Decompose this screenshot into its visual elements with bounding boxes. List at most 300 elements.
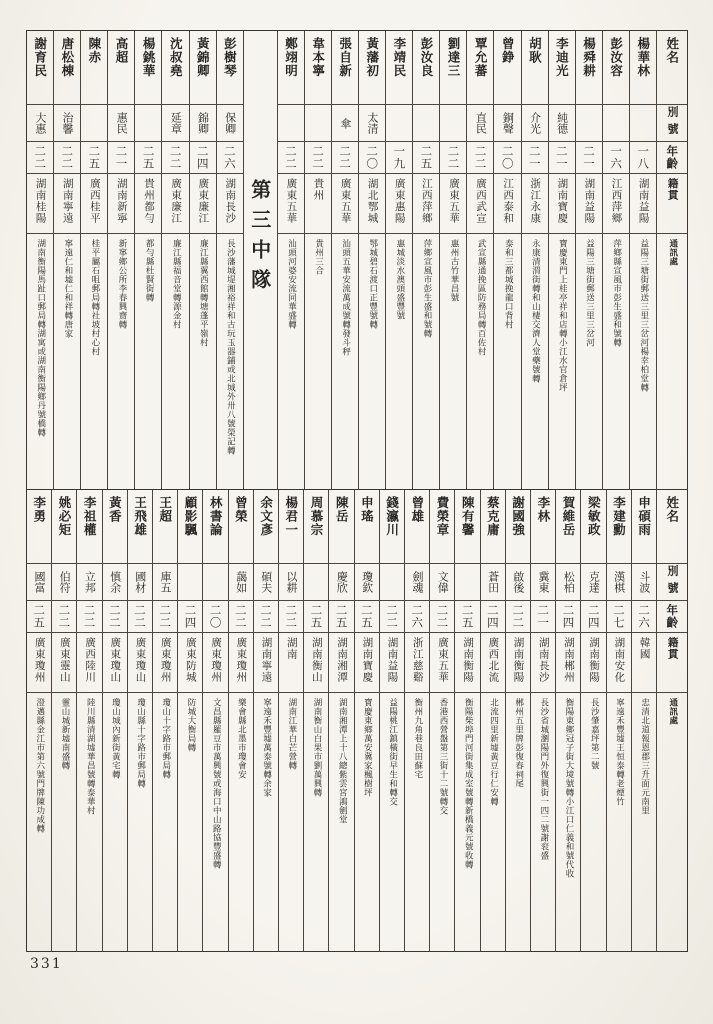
member-origin-cell: [632, 633, 656, 693]
member-origin-cell: [506, 633, 530, 693]
member-name: 申碩雨: [636, 496, 652, 537]
member-address: 長沙肇嘉坪第二號: [589, 698, 600, 770]
member-age-cell: [27, 601, 51, 633]
member-address: 湖南湘潭上十八總紫雲宮鴻劍堂: [337, 698, 348, 824]
member-age: 二五: [309, 604, 324, 629]
member-origin-cell: [481, 633, 505, 693]
member-column: [27, 490, 51, 951]
member-alias: 銅聲: [501, 112, 515, 134]
member-alias-cell: [329, 564, 353, 601]
member-address: 文昌縣羅豆市萬興號或海口中山路協豐盛轉: [211, 698, 222, 869]
member-age-cell: [229, 601, 253, 633]
member-name: 李迪光: [554, 37, 570, 78]
header-alias-cell: [657, 105, 687, 142]
member-age-cell: [405, 601, 429, 633]
member-name-cell: [405, 490, 429, 564]
member-age-cell: [440, 142, 466, 174]
member-address: 益陽桃江鎮橫街早生和轉交: [387, 698, 398, 806]
member-age: 二二: [473, 145, 488, 170]
member-address: 廉江縣福音堂轉源金村: [171, 239, 182, 329]
member-age-cell: [217, 142, 243, 174]
member-column: [278, 490, 303, 951]
member-address-cell: [549, 234, 575, 489]
member-origin-cell: [467, 174, 493, 234]
member-age-cell: [305, 142, 331, 174]
header-address-label: 通訊處: [667, 698, 678, 725]
member-age-cell: [279, 601, 303, 633]
member-alias-cell: [481, 564, 505, 601]
member-alias-cell: [603, 105, 629, 142]
member-age: 二四: [183, 604, 198, 629]
member-address-cell: [54, 234, 80, 489]
member-name: 鄭翊明: [283, 37, 299, 78]
member-column: [412, 31, 439, 489]
member-name: 李祖權: [82, 496, 98, 537]
member-age-cell: [190, 142, 216, 174]
member-address-cell: [254, 693, 278, 951]
member-alias: 治馨: [61, 112, 75, 134]
member-address-cell: [52, 693, 76, 951]
member-name: 曾雄: [409, 496, 425, 523]
member-origin-cell: [522, 174, 548, 234]
member-age: 二五: [141, 145, 156, 170]
member-alias: 純德: [555, 112, 569, 134]
member-column: [454, 490, 479, 951]
member-alias: 松柏: [562, 571, 576, 593]
member-age: 二二: [284, 604, 299, 629]
member-address-cell: [355, 693, 379, 951]
member-name: 賀維岳: [561, 496, 577, 537]
member-column: [152, 490, 177, 951]
member-origin-cell: [405, 633, 429, 693]
member-name-cell: [329, 490, 353, 564]
header-alias-label: 別號: [665, 565, 679, 599]
member-column: [358, 31, 385, 489]
member-address-cell: [203, 693, 227, 951]
member-name: 梁敏政: [586, 496, 602, 537]
member-origin: 湖南寶慶: [361, 637, 374, 683]
member-column: [354, 490, 379, 951]
member-age-cell: [380, 601, 404, 633]
member-age: 二二: [60, 145, 75, 170]
member-age: 二二: [283, 145, 298, 170]
member-column: [277, 31, 304, 489]
member-address: 寧遠仁和墟仁和祥轉唐家: [62, 239, 73, 338]
member-origin-cell: [77, 633, 101, 693]
member-age: 二二: [259, 604, 274, 629]
member-column: [80, 31, 107, 489]
member-origin: 廣東瓊山: [109, 637, 122, 683]
member-address: 陸川縣清湖墟華昌號轉泰華村: [85, 698, 96, 815]
member-address-cell: [455, 693, 479, 951]
member-age: 二五: [460, 604, 475, 629]
member-age: 二六: [410, 604, 425, 629]
member-origin: 湖南湘潭: [336, 637, 349, 683]
member-origin-cell: [27, 174, 53, 234]
member-origin-cell: [229, 633, 253, 693]
member-name-cell: [581, 490, 605, 564]
member-column: [466, 31, 493, 489]
member-age-cell: [81, 142, 107, 174]
member-origin: 廣東瓊山: [134, 637, 147, 683]
member-alias-cell: [467, 105, 493, 142]
member-column: [102, 490, 127, 951]
member-origin: 湖南寧遠: [260, 637, 273, 683]
member-age: 二一: [527, 145, 542, 170]
member-origin-cell: [304, 633, 328, 693]
member-origin-cell: [52, 633, 76, 693]
header-origin-label: 籍貫: [666, 637, 679, 660]
member-address: 寧遠禾豐墟王恒泰轉老煙竹: [614, 698, 625, 806]
member-origin: 湖南衡陽: [462, 637, 475, 683]
member-column: [202, 490, 227, 951]
member-column: [53, 31, 80, 489]
member-age: 二二: [133, 604, 148, 629]
member-age-cell: [607, 601, 631, 633]
member-name-cell: [355, 490, 379, 564]
member-origin: 湖南寶慶: [556, 178, 569, 224]
member-age: 二四: [195, 145, 210, 170]
member-name: 謝育民: [32, 37, 48, 78]
member-address-cell: [430, 693, 454, 951]
header-column-top: [656, 31, 687, 489]
member-name: 曾錚: [500, 37, 516, 64]
member-column: [480, 490, 505, 951]
member-column: [304, 31, 331, 489]
member-age: 二二: [33, 145, 48, 170]
member-origin: 湖南寧遠: [61, 178, 74, 224]
member-address: 衡陽柴埠門河街集成室號轉新橋義元號收轉: [463, 698, 474, 869]
member-column: [602, 31, 629, 489]
member-alias-cell: [52, 564, 76, 601]
member-origin-cell: [440, 174, 466, 234]
member-alias: 漢棋: [612, 571, 626, 593]
member-name-cell: [103, 490, 127, 564]
member-address: 武宣縣通挽區防務局轉百佐村: [476, 239, 487, 356]
member-origin: 湖南益陽: [386, 637, 399, 683]
member-age-cell: [531, 601, 555, 633]
member-alias-cell: [279, 564, 303, 601]
member-origin-cell: [190, 174, 216, 234]
member-age-cell: [52, 601, 76, 633]
member-age-cell: [332, 142, 358, 174]
member-alias: 錦卿: [196, 112, 210, 134]
member-alias-cell: [54, 105, 80, 142]
member-origin-cell: [81, 174, 107, 234]
member-age-cell: [108, 142, 134, 174]
member-age-cell: [203, 601, 227, 633]
member-column: [161, 31, 188, 489]
member-address: 新寧鄉公所李春興齋轉: [117, 239, 128, 329]
member-address-cell: [279, 693, 303, 951]
member-alias-cell: [217, 105, 243, 142]
member-alias: 以耕: [284, 571, 298, 593]
member-address-cell: [506, 693, 530, 951]
member-name-cell: [531, 490, 555, 564]
member-alias-cell: [27, 105, 53, 142]
member-address-cell: [556, 693, 580, 951]
member-name-cell: [440, 31, 466, 105]
member-address: 香港西營盤第三街十二號轉交: [438, 698, 449, 815]
member-origin-cell: [329, 633, 353, 693]
member-name: 彭汝容: [608, 37, 624, 78]
member-column: [521, 31, 548, 489]
member-origin-cell: [603, 174, 629, 234]
member-address: 忠清北道報恩郡三升面元南里: [639, 698, 650, 815]
roster-table-bottom: [27, 490, 687, 951]
member-origin-cell: [54, 174, 80, 234]
member-origin-cell: [355, 633, 379, 693]
member-age: 二五: [32, 604, 47, 629]
header-origin-label: 籍貫: [666, 178, 679, 201]
member-origin: 廣東靈山: [58, 637, 71, 683]
member-alias-cell: [413, 105, 439, 142]
member-address: 湖南衡山白果市劉萬興轉: [312, 698, 323, 797]
member-age: 二二: [107, 604, 122, 629]
member-name: 李勇: [31, 496, 47, 523]
member-address: 寶慶東門上桂亭祥和店轉小江水官倉坪: [557, 239, 568, 392]
member-alias: 瓊欽: [360, 571, 374, 593]
member-name-cell: [178, 490, 202, 564]
member-column: [404, 490, 429, 951]
member-alias-cell: [607, 564, 631, 601]
member-name-cell: [380, 490, 404, 564]
member-alias-cell: [162, 105, 188, 142]
member-column: [228, 490, 253, 951]
header-alias-label: 別號: [665, 106, 679, 140]
member-age-cell: [77, 601, 101, 633]
member-name: 顧影颿: [182, 496, 198, 537]
member-name-cell: [229, 490, 253, 564]
page-number: 331: [30, 956, 63, 972]
member-address: 萍鄉縣宣風市彭生盛和號轉: [611, 239, 622, 347]
roster-table-top: [27, 31, 687, 490]
member-alias: 傘: [338, 117, 352, 129]
member-age-cell: [430, 601, 454, 633]
member-age-cell: [278, 142, 304, 174]
member-origin: 廣東五華: [285, 178, 298, 224]
member-address: 鄂城碧石渡口正豐號轉: [367, 239, 378, 329]
member-alias-cell: [576, 105, 602, 142]
member-age: 二六: [222, 145, 237, 170]
member-address-cell: [522, 234, 548, 489]
member-name: 王超: [157, 496, 173, 523]
member-origin-cell: [531, 633, 555, 693]
member-column: [548, 31, 575, 489]
member-age-cell: [494, 142, 520, 174]
member-age: 二二: [57, 604, 72, 629]
member-origin-cell: [135, 174, 161, 234]
member-origin-cell: [413, 174, 439, 234]
member-origin: 廣東廉江: [197, 178, 210, 224]
member-name-cell: [279, 490, 303, 564]
member-address-cell: [531, 693, 555, 951]
member-address-cell: [576, 234, 602, 489]
member-name: 蔡克庸: [485, 496, 501, 537]
member-name-cell: [576, 31, 602, 105]
member-address: 惠州古竹華昌號: [449, 239, 460, 302]
member-name: 余文彥: [258, 496, 274, 537]
member-address: 瓊山十字路市郵局轉: [160, 698, 171, 779]
header-age-label: 年齡: [665, 145, 680, 170]
member-alias: 慶欣: [335, 571, 349, 593]
member-address-cell: [581, 693, 605, 951]
member-address-cell: [494, 234, 520, 489]
roster-frame: [26, 30, 688, 952]
member-name: 楊銚華: [141, 37, 157, 78]
member-column: [379, 490, 404, 951]
member-alias-cell: [135, 105, 161, 142]
member-address: 湖南衡陽馬趾口郵局轉湖寓或湖南衡陽鄉丹號橋轉: [35, 239, 46, 437]
header-age-label: 年齡: [665, 604, 680, 629]
member-alias-cell: [494, 105, 520, 142]
member-alias-cell: [455, 564, 479, 601]
member-origin: 浙江慈谿: [411, 637, 424, 683]
member-address-cell: [405, 693, 429, 951]
member-origin: 韓國: [638, 637, 651, 660]
member-origin-cell: [576, 174, 602, 234]
member-age: 二二: [511, 604, 526, 629]
member-origin: 湖北鄂城: [366, 178, 379, 224]
member-alias-cell: [229, 564, 253, 601]
member-column: [629, 31, 656, 489]
member-age: 二二: [168, 145, 183, 170]
member-age-cell: [603, 142, 629, 174]
member-name-cell: [153, 490, 177, 564]
member-name: 李靖民: [391, 37, 407, 78]
member-origin-cell: [630, 174, 656, 234]
header-address-cell: [657, 693, 687, 951]
member-age: 二〇: [500, 145, 515, 170]
member-name: 楊華林: [635, 37, 651, 78]
member-age-cell: [329, 601, 353, 633]
member-age-cell: [135, 142, 161, 174]
member-address-cell: [278, 234, 304, 489]
member-address-cell: [467, 234, 493, 489]
member-name-cell: [203, 490, 227, 564]
member-name: 曾榮: [233, 496, 249, 523]
member-origin: 江西萍鄉: [420, 178, 433, 224]
header-address-label: 通訊處: [667, 239, 678, 266]
member-name-cell: [386, 31, 412, 105]
member-alias-cell: [77, 564, 101, 601]
member-address: 衡陽東鄉冠子街大境號轉小江口仁義和號代收: [564, 698, 575, 878]
member-age: 二一: [536, 604, 551, 629]
member-origin-cell: [254, 633, 278, 693]
member-age-cell: [304, 601, 328, 633]
member-alias: 克達: [587, 571, 601, 593]
member-address: 樂會縣北墨市瓊會安: [236, 698, 247, 779]
member-alias-cell: [440, 105, 466, 142]
member-origin: 湖南桂陽: [34, 178, 47, 224]
member-name-cell: [254, 490, 278, 564]
member-alias-cell: [305, 105, 331, 142]
member-column: [530, 490, 555, 951]
member-alias-cell: [304, 564, 328, 601]
member-origin: 廣西北流: [487, 637, 500, 683]
member-alias-cell: [522, 105, 548, 142]
member-age-cell: [355, 601, 379, 633]
member-origin-cell: [279, 633, 303, 693]
member-age: 二一: [581, 145, 596, 170]
header-age-cell: [657, 601, 687, 633]
header-origin-cell: [657, 174, 687, 234]
member-name: 沈叔堯: [168, 37, 184, 78]
member-column: [51, 490, 76, 951]
header-name-cell: [657, 31, 687, 105]
member-name-cell: [359, 31, 385, 105]
member-alias-cell: [153, 564, 177, 601]
member-age-cell: [386, 142, 412, 174]
member-name: 張自新: [337, 37, 353, 78]
member-column: [505, 490, 530, 951]
member-name: 周慕宗: [309, 496, 324, 537]
member-address-cell: [153, 693, 177, 951]
member-address-cell: [178, 693, 202, 951]
member-alias-cell: [178, 564, 202, 601]
member-name: 覃允蕃: [473, 37, 489, 78]
member-address: 桂平屬石咀郵局轉社坡村心村: [89, 239, 100, 356]
member-address: 寧遠禾豐墟萬泰號轉余家: [261, 698, 272, 797]
member-age: 二一: [114, 145, 129, 170]
member-address-cell: [329, 693, 353, 951]
member-name-cell: [455, 490, 479, 564]
member-address: 靈山城新墟南盛轉: [59, 698, 70, 770]
member-address-cell: [607, 693, 631, 951]
member-address-cell: [386, 234, 412, 489]
member-age-cell: [576, 142, 602, 174]
squad-divider-column: [243, 31, 277, 489]
member-age: 二一: [554, 145, 569, 170]
member-age: 一六: [609, 145, 624, 170]
member-column: [631, 490, 656, 951]
member-alias-cell: [81, 105, 107, 142]
member-name: 黃藩初: [364, 37, 380, 78]
header-alias-cell: [657, 564, 687, 601]
member-age: 二五: [334, 604, 349, 629]
member-address-cell: [217, 234, 243, 489]
member-column: [580, 490, 605, 951]
header-origin-cell: [657, 633, 687, 693]
member-name-cell: [52, 490, 76, 564]
member-address-cell: [359, 234, 385, 489]
member-name-cell: [630, 31, 656, 105]
member-name: 申瑤: [359, 496, 375, 523]
member-origin: 廣西武宣: [475, 178, 488, 224]
member-name-cell: [128, 490, 152, 564]
member-address: 長沙省城瀏陽門外復興街一四二號謝衮盛: [538, 698, 549, 860]
member-address: 澄邁縣金江市第六號門牌陳功成轉: [34, 698, 45, 833]
member-column: [189, 31, 216, 489]
member-name-cell: [278, 31, 304, 105]
member-name-cell: [522, 31, 548, 105]
member-origin: 湖南安化: [613, 637, 626, 683]
member-origin: 湖南郴州: [562, 637, 575, 683]
member-alias: 惠民: [115, 112, 129, 134]
member-age: 二二: [158, 604, 173, 629]
member-alias: 保卿: [223, 112, 237, 134]
member-origin: 湖南長沙: [224, 178, 237, 224]
member-origin-cell: [108, 174, 134, 234]
member-alias: 文偉: [436, 571, 450, 593]
member-alias: 延章: [169, 112, 183, 134]
member-age: 二七: [611, 604, 626, 629]
member-name: 黃香: [107, 496, 123, 523]
member-name: 陳赤: [86, 37, 102, 64]
member-name-cell: [607, 490, 631, 564]
member-age: 二四: [485, 604, 500, 629]
member-address: 防城大衡局轉: [186, 698, 196, 752]
